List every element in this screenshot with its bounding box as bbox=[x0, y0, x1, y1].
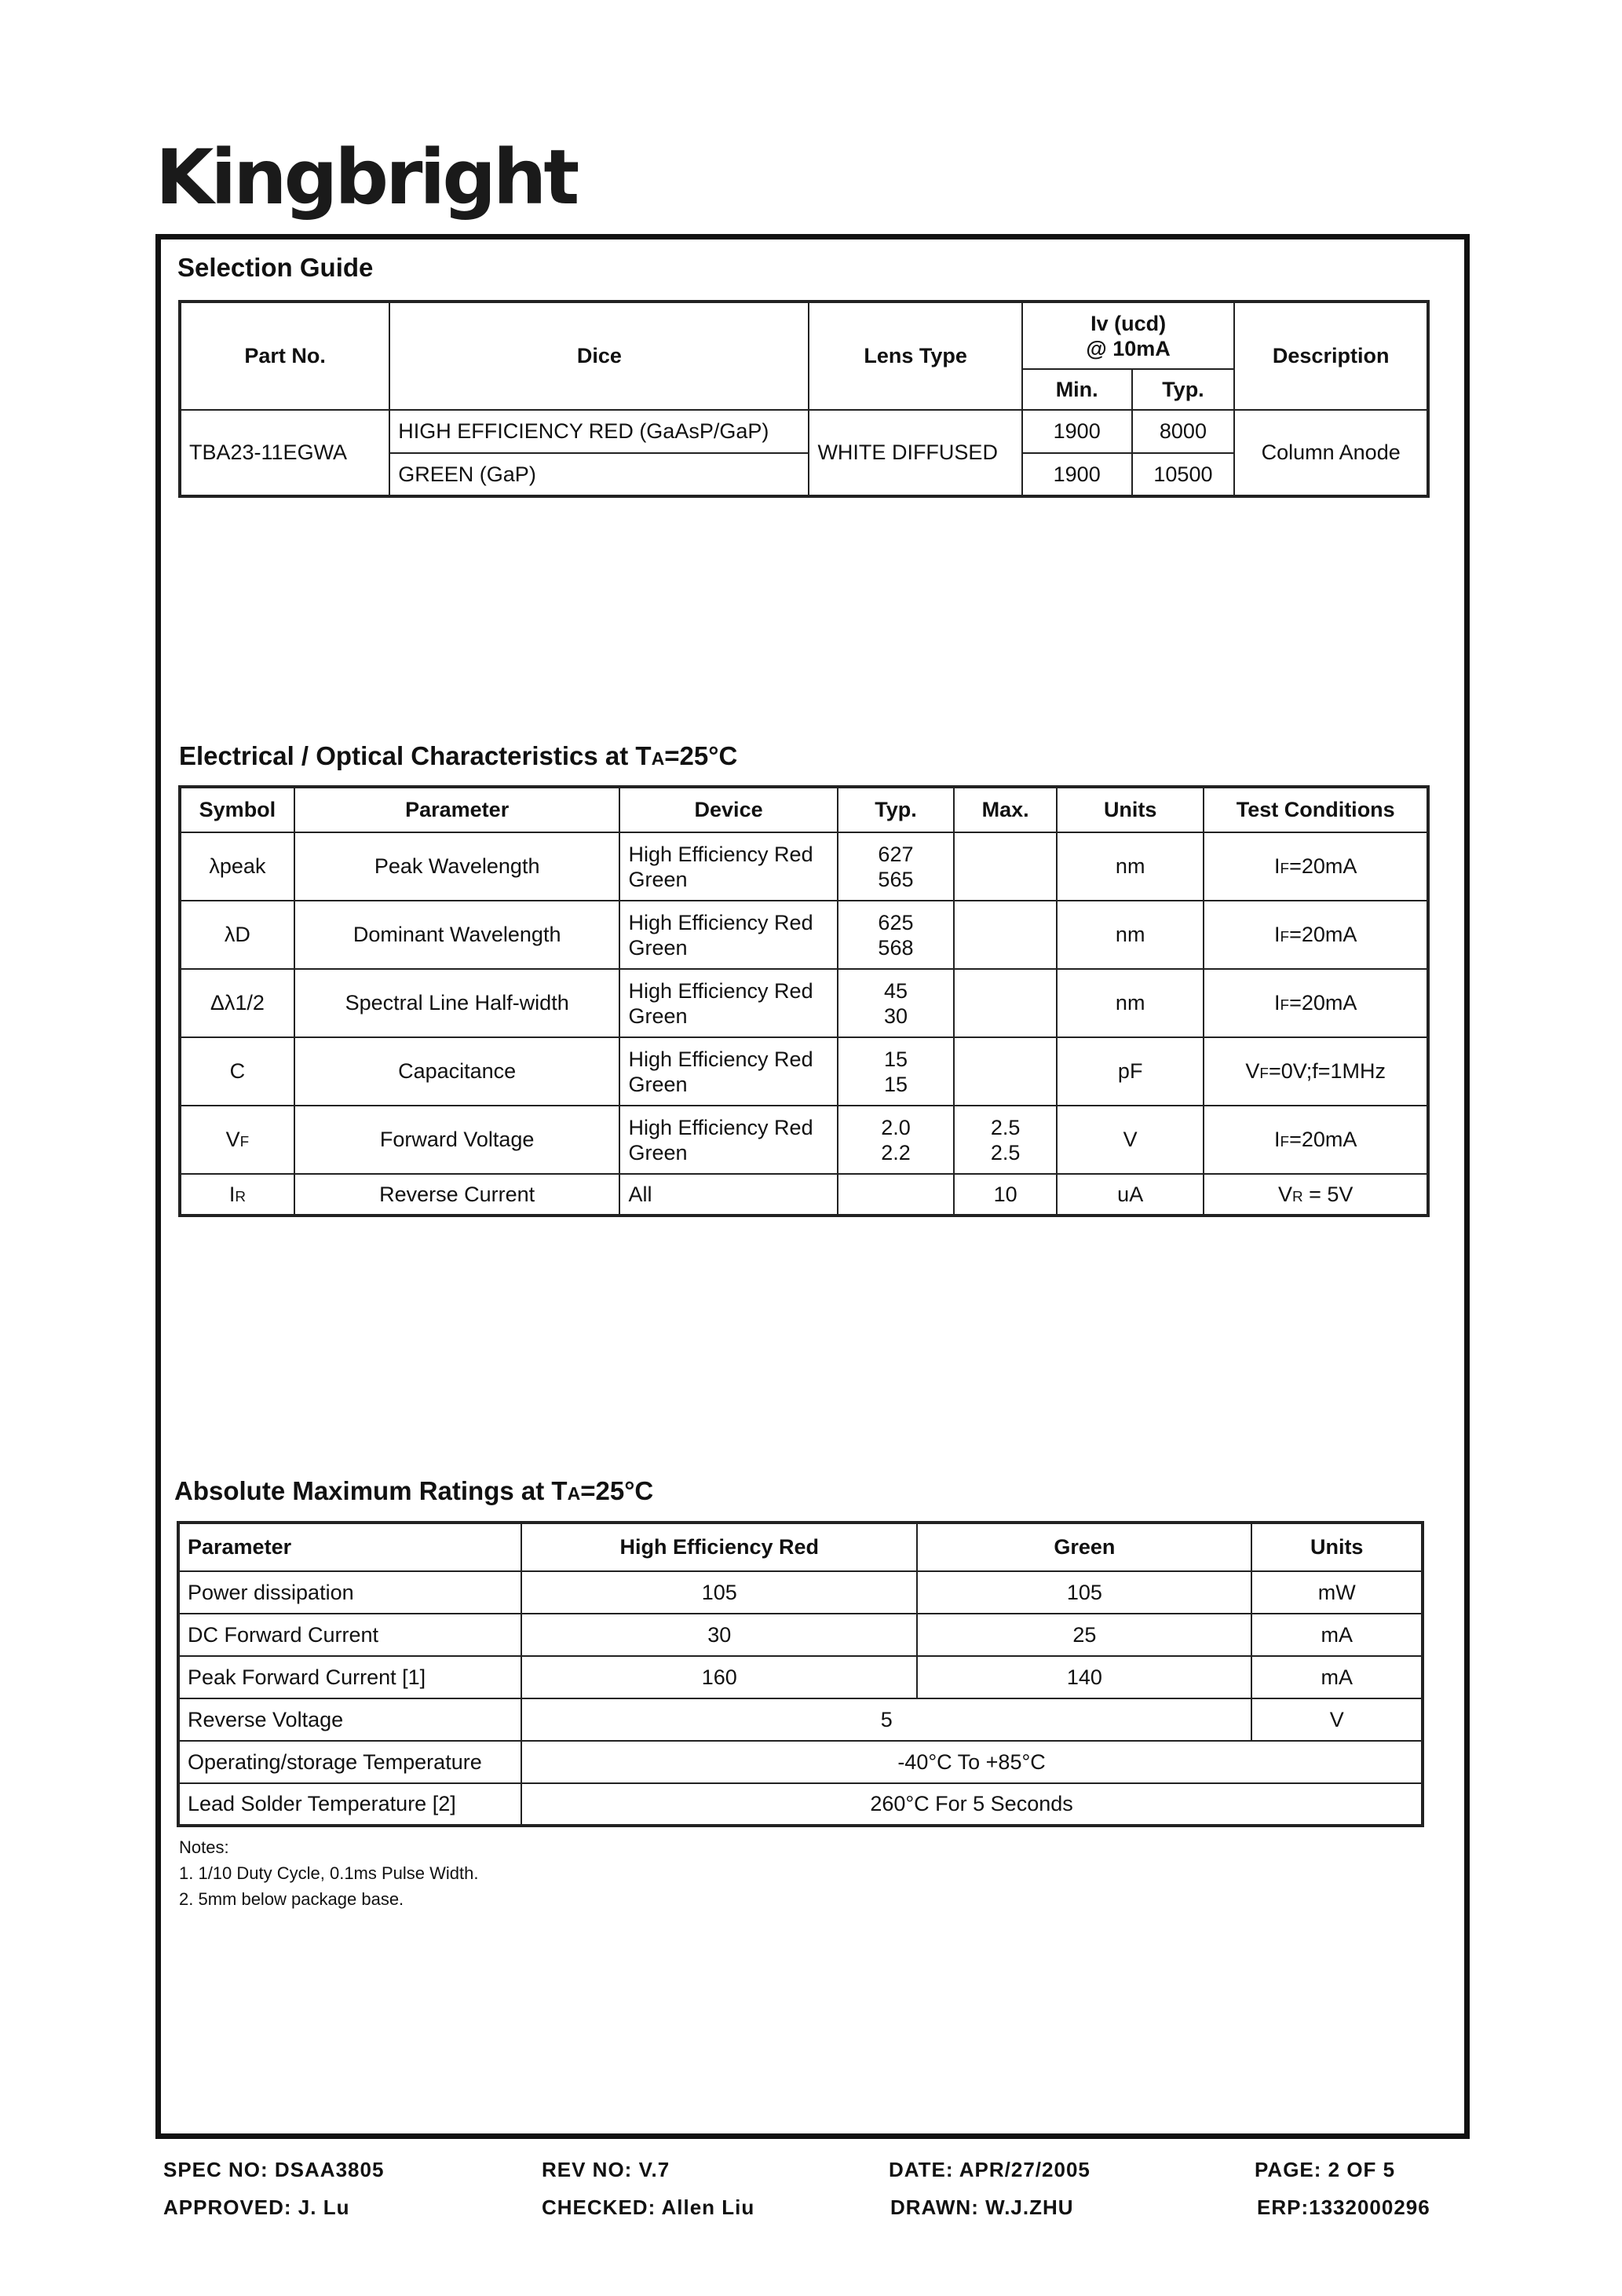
condition-cell bbox=[1204, 1174, 1428, 1216]
notes-label: Notes: bbox=[179, 1837, 229, 1857]
units-cell: mA bbox=[1251, 1656, 1423, 1698]
device-cell bbox=[619, 969, 837, 1037]
rev-no: REV NO: V.7 bbox=[542, 2158, 670, 2181]
dice-cell: HIGH EFFICIENCY RED (GaAsP/GaP) bbox=[389, 410, 809, 453]
device-line: Green bbox=[628, 1140, 688, 1164]
green-cell: 140 bbox=[917, 1656, 1251, 1698]
condition-cell bbox=[1204, 969, 1428, 1037]
device-line: High Efficiency Red bbox=[628, 978, 813, 1003]
condition-sub: F bbox=[1259, 1066, 1269, 1082]
typ-value: 565 bbox=[878, 867, 914, 891]
device-line: Green bbox=[628, 1004, 688, 1028]
condition-post: =20mA bbox=[1289, 1128, 1357, 1151]
max-cell bbox=[954, 1106, 1057, 1174]
condition-pre: V bbox=[1277, 1182, 1292, 1206]
symbol-sub: F bbox=[239, 1134, 250, 1150]
header-part-no: Part No. bbox=[180, 302, 389, 410]
electrical-title-post: =25°C bbox=[664, 741, 738, 770]
symbol-pre: I bbox=[228, 1182, 236, 1206]
parameter-cell: DC Forward Current bbox=[178, 1614, 521, 1656]
absolute-title-post: =25°C bbox=[580, 1476, 654, 1505]
spec-no: SPEC NO: DSAA3805 bbox=[163, 2158, 385, 2181]
max-value: 2.5 bbox=[990, 1115, 1021, 1139]
her-cell: 160 bbox=[521, 1656, 917, 1698]
absolute-title bbox=[174, 1476, 653, 1506]
condition-cell bbox=[1204, 901, 1428, 969]
header-high-efficiency-red: High Efficiency Red bbox=[521, 1523, 917, 1571]
device-line: High Efficiency Red bbox=[628, 1115, 813, 1139]
symbol-cell bbox=[180, 1106, 294, 1174]
device-line: High Efficiency Red bbox=[628, 910, 813, 934]
table-row bbox=[178, 1783, 1423, 1826]
selection-guide-title: Selection Guide bbox=[177, 253, 374, 282]
her-cell: 105 bbox=[521, 1571, 917, 1614]
value-cell: 260°C For 5 Seconds bbox=[521, 1783, 1423, 1826]
max-cell: 10 bbox=[954, 1174, 1057, 1216]
device-line: Green bbox=[628, 1072, 688, 1096]
header-symbol: Symbol bbox=[180, 787, 294, 832]
header-iv-line2: @ 10mA bbox=[1086, 336, 1171, 360]
table-row bbox=[180, 969, 1428, 1037]
value-cell: 5 bbox=[521, 1698, 1251, 1741]
parameter-cell: Capacitance bbox=[294, 1037, 620, 1106]
symbol-cell: Δλ1/2 bbox=[180, 969, 294, 1037]
typ-cell bbox=[838, 1037, 955, 1106]
selection-guide-table bbox=[178, 300, 1430, 498]
parameter-cell: Reverse Current bbox=[294, 1174, 620, 1216]
header-min: Min. bbox=[1022, 369, 1132, 410]
condition-pre: I bbox=[1274, 854, 1280, 878]
units-cell: uA bbox=[1057, 1174, 1204, 1216]
typ-cell bbox=[838, 1174, 955, 1216]
condition-sub: F bbox=[1280, 1134, 1290, 1150]
device-cell bbox=[619, 1106, 837, 1174]
table-row bbox=[178, 1571, 1423, 1614]
header-parameter: Parameter bbox=[294, 787, 620, 832]
typ-cell bbox=[838, 1106, 955, 1174]
iv-typ-cell: 10500 bbox=[1132, 453, 1235, 496]
parameter-cell: Lead Solder Temperature [2] bbox=[178, 1783, 521, 1826]
device-line: High Efficiency Red bbox=[628, 1047, 813, 1071]
notes bbox=[179, 1834, 479, 1912]
condition-cell bbox=[1204, 1037, 1428, 1106]
green-cell: 25 bbox=[917, 1614, 1251, 1656]
header-lens-type: Lens Type bbox=[809, 302, 1021, 410]
condition-post: =20mA bbox=[1289, 991, 1357, 1015]
table-row bbox=[178, 1741, 1423, 1783]
condition-sub: F bbox=[1280, 929, 1290, 945]
header-typ: Typ. bbox=[838, 787, 955, 832]
units-cell: nm bbox=[1057, 901, 1204, 969]
typ-value: 45 bbox=[883, 978, 908, 1003]
header-iv bbox=[1022, 302, 1235, 369]
device-cell bbox=[619, 832, 837, 901]
typ-cell bbox=[838, 969, 955, 1037]
part-number: TBA23-11EGWA bbox=[180, 410, 389, 496]
date: DATE: APR/27/2005 bbox=[889, 2158, 1090, 2181]
value-cell: -40°C To +85°C bbox=[521, 1741, 1423, 1783]
erp: ERP:1332000296 bbox=[1257, 2195, 1430, 2219]
max-value: 2.5 bbox=[990, 1140, 1021, 1164]
table-row bbox=[180, 901, 1428, 969]
max-cell bbox=[954, 1037, 1057, 1106]
absolute-title-pre: Absolute Maximum Ratings at T bbox=[174, 1476, 568, 1505]
header-typ: Typ. bbox=[1132, 369, 1235, 410]
table-row bbox=[180, 1174, 1428, 1216]
condition-pre: V bbox=[1245, 1059, 1260, 1083]
header-test-conditions: Test Conditions bbox=[1204, 787, 1428, 832]
symbol-sub: R bbox=[235, 1188, 246, 1205]
condition-pre: I bbox=[1274, 923, 1280, 946]
max-cell bbox=[954, 969, 1057, 1037]
header-max: Max. bbox=[954, 787, 1057, 832]
iv-min-cell: 1900 bbox=[1022, 410, 1132, 453]
header-dice: Dice bbox=[389, 302, 809, 410]
parameter-cell: Dominant Wavelength bbox=[294, 901, 620, 969]
absolute-table bbox=[177, 1521, 1424, 1827]
table-row bbox=[178, 1698, 1423, 1741]
table-row bbox=[178, 1656, 1423, 1698]
max-cell bbox=[954, 901, 1057, 969]
condition-sub: F bbox=[1280, 861, 1290, 877]
electrical-table bbox=[178, 785, 1430, 1217]
typ-cell bbox=[838, 901, 955, 969]
parameter-cell: Forward Voltage bbox=[294, 1106, 620, 1174]
units-cell: V bbox=[1057, 1106, 1204, 1174]
parameter-cell: Spectral Line Half-width bbox=[294, 969, 620, 1037]
her-cell: 30 bbox=[521, 1614, 917, 1656]
iv-typ-cell: 8000 bbox=[1132, 410, 1235, 453]
parameter-cell: Power dissipation bbox=[178, 1571, 521, 1614]
condition-pre: I bbox=[1274, 1128, 1280, 1151]
typ-value: 627 bbox=[878, 842, 914, 866]
header-description: Description bbox=[1234, 302, 1428, 410]
condition-post: =0V;f=1MHz bbox=[1268, 1059, 1386, 1083]
max-cell bbox=[954, 832, 1057, 901]
condition-cell bbox=[1204, 832, 1428, 901]
typ-value: 568 bbox=[878, 935, 914, 960]
condition-sub: R bbox=[1291, 1188, 1303, 1205]
note-item: 2. 5mm below package base. bbox=[179, 1889, 404, 1909]
table-row bbox=[180, 1106, 1428, 1174]
units-cell: mW bbox=[1251, 1571, 1423, 1614]
units-cell: nm bbox=[1057, 832, 1204, 901]
table-row bbox=[180, 832, 1428, 901]
electrical-title-sub: A bbox=[651, 748, 665, 769]
header-green: Green bbox=[917, 1523, 1251, 1571]
electrical-title bbox=[179, 741, 737, 771]
typ-value: 15 bbox=[883, 1047, 908, 1071]
condition-pre: I bbox=[1274, 991, 1280, 1015]
symbol-cell bbox=[180, 1174, 294, 1216]
typ-value: 2.2 bbox=[881, 1140, 911, 1164]
symbol-cell: C bbox=[180, 1037, 294, 1106]
approved: APPROVED: J. Lu bbox=[163, 2195, 350, 2219]
typ-value: 30 bbox=[883, 1004, 908, 1028]
device-cell: All bbox=[619, 1174, 837, 1216]
kingbright-logo: Kingbright bbox=[155, 133, 577, 221]
device-line: Green bbox=[628, 867, 688, 891]
symbol-cell: λD bbox=[180, 901, 294, 969]
note-item: 1. 1/10 Duty Cycle, 0.1ms Pulse Width. bbox=[179, 1863, 479, 1883]
units-cell: mA bbox=[1251, 1614, 1423, 1656]
condition-post: =20mA bbox=[1289, 854, 1357, 878]
device-line: Green bbox=[628, 935, 688, 960]
symbol-cell: λpeak bbox=[180, 832, 294, 901]
electrical-title-pre: Electrical / Optical Characteristics at T bbox=[179, 741, 652, 770]
device-cell bbox=[619, 901, 837, 969]
lens-type: WHITE DIFFUSED bbox=[809, 410, 1021, 496]
header-iv-line1: Iv (ucd) bbox=[1090, 311, 1167, 335]
page-number: PAGE: 2 OF 5 bbox=[1255, 2158, 1396, 2181]
parameter-cell: Peak Forward Current [1] bbox=[178, 1656, 521, 1698]
symbol-pre: V bbox=[225, 1128, 240, 1151]
condition-cell bbox=[1204, 1106, 1428, 1174]
header-units: Units bbox=[1251, 1523, 1423, 1571]
units-cell: nm bbox=[1057, 969, 1204, 1037]
typ-value: 2.0 bbox=[881, 1115, 911, 1139]
dice-cell: GREEN (GaP) bbox=[389, 453, 809, 496]
header-parameter: Parameter bbox=[178, 1523, 521, 1571]
condition-post: = 5V bbox=[1302, 1182, 1353, 1206]
parameter-cell: Reverse Voltage bbox=[178, 1698, 521, 1741]
checked: CHECKED: Allen Liu bbox=[542, 2195, 755, 2219]
condition-post: =20mA bbox=[1289, 923, 1357, 946]
typ-value: 625 bbox=[878, 910, 914, 934]
parameter-cell: Operating/storage Temperature bbox=[178, 1741, 521, 1783]
typ-value: 15 bbox=[883, 1072, 908, 1096]
table-row bbox=[180, 1037, 1428, 1106]
green-cell: 105 bbox=[917, 1571, 1251, 1614]
units-cell: V bbox=[1251, 1698, 1423, 1741]
table-row bbox=[178, 1614, 1423, 1656]
units-cell: pF bbox=[1057, 1037, 1204, 1106]
description: Column Anode bbox=[1234, 410, 1428, 496]
condition-sub: F bbox=[1280, 997, 1290, 1014]
device-line: High Efficiency Red bbox=[628, 842, 813, 866]
header-device: Device bbox=[619, 787, 837, 832]
drawn: DRAWN: W.J.ZHU bbox=[890, 2195, 1074, 2219]
device-cell bbox=[619, 1037, 837, 1106]
header-units: Units bbox=[1057, 787, 1204, 832]
absolute-title-sub: A bbox=[567, 1483, 581, 1504]
parameter-cell: Peak Wavelength bbox=[294, 832, 620, 901]
typ-cell bbox=[838, 832, 955, 901]
iv-min-cell: 1900 bbox=[1022, 453, 1132, 496]
